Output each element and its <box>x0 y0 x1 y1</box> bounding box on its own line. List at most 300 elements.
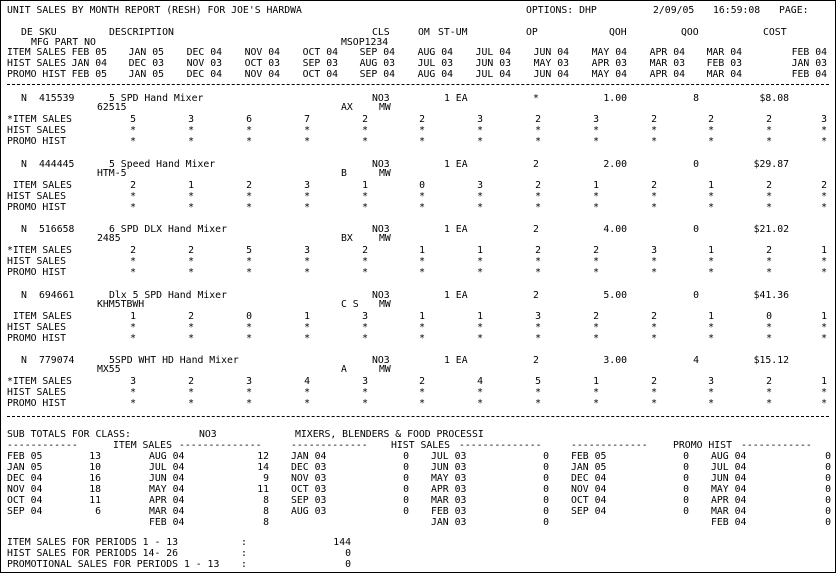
empty-marker: * <box>130 267 136 278</box>
total-hist-sep: : <box>241 548 247 559</box>
item-sales-value: 6 <box>246 114 252 125</box>
month-header: FEB 04 <box>791 69 827 80</box>
subtotal-month: JUN 03 <box>431 462 467 473</box>
empty-marker: * <box>535 256 541 267</box>
item-op: 2 <box>533 289 539 301</box>
month-header: AUG 03 <box>359 58 395 69</box>
empty-marker: * <box>362 387 368 398</box>
subtotal-month: MAR 04 <box>711 506 747 517</box>
empty-marker: * <box>246 387 252 398</box>
empty-marker: * <box>651 267 657 278</box>
empty-marker: * <box>304 201 310 213</box>
empty-marker: * <box>477 190 483 202</box>
subtotal-month: FEB 03 <box>431 506 467 517</box>
month-header: AUG 04 <box>417 47 453 58</box>
item-mfg-part: HTM-5 <box>97 167 127 179</box>
subtotal-value: 18 <box>89 484 101 495</box>
item-row-label: HIST SALES <box>7 125 66 136</box>
options-label: OPTIONS: DHP <box>526 5 597 16</box>
subtotal-value: 0 <box>825 451 831 462</box>
col-msop: MSOP1234 <box>341 37 389 48</box>
subtotal-month: JAN 05 <box>571 462 607 473</box>
item-qoh: 5.00 <box>603 289 627 301</box>
empty-marker: * <box>651 332 657 344</box>
empty-marker: * <box>246 267 252 278</box>
item-sales-value: 2 <box>821 179 827 191</box>
subtotal-value: 0 <box>543 495 549 506</box>
item-sales-value: 2 <box>593 245 599 256</box>
subtotal-month: APR 03 <box>431 484 467 495</box>
subtotal-month: SEP 04 <box>571 506 607 517</box>
empty-marker: * <box>821 398 827 409</box>
empty-marker: * <box>766 387 772 398</box>
empty-marker: * <box>535 267 541 278</box>
subtotal-month: JUN 04 <box>149 473 185 484</box>
month-header: MAR 04 <box>706 69 742 80</box>
subtotal-value: 0 <box>683 506 689 517</box>
subtotal-value: 8 <box>263 495 269 506</box>
empty-marker: * <box>130 321 136 333</box>
subtotal-month: DEC 04 <box>7 473 43 484</box>
month-header: APR 04 <box>649 69 685 80</box>
empty-marker: * <box>304 398 310 409</box>
item-sales-value: 2 <box>535 179 541 191</box>
item-de: N <box>21 93 27 104</box>
subtotal-month: OCT 03 <box>291 484 327 495</box>
month-header: JAN 03 <box>791 58 827 69</box>
subtotal-value: 0 <box>403 473 409 484</box>
item-row-label: *ITEM SALES <box>7 376 72 387</box>
hdr-promo-hist: PROMO HIST <box>7 69 66 80</box>
hist-sales-rule-left: ------------- <box>291 440 368 451</box>
month-header: APR 04 <box>649 47 685 58</box>
subtotal-value: 13 <box>89 451 101 462</box>
empty-marker: * <box>304 190 310 202</box>
empty-marker: * <box>362 398 368 409</box>
item-row-label: ITEM SALES <box>7 310 72 322</box>
item-sales-value: 2 <box>651 376 657 387</box>
month-header: DEC 04 <box>186 69 222 80</box>
empty-marker: * <box>304 136 310 147</box>
total-hist-label: HIST SALES FOR PERIODS 14- 26 <box>7 548 179 559</box>
item-row-label: HIST SALES <box>7 190 66 202</box>
total-item-label: ITEM SALES FOR PERIODS 1 - 13 <box>7 537 179 548</box>
item-row-label: *ITEM SALES <box>7 245 72 256</box>
month-header: JAN 05 <box>128 47 164 58</box>
subtotal-value: 0 <box>403 506 409 517</box>
item-sales-value: 2 <box>651 114 657 125</box>
item-stum: 1 EA <box>444 224 468 235</box>
item-sales-value: 3 <box>130 376 136 387</box>
promo-hist-rule-right: ------------ <box>741 440 812 451</box>
item-sales-value: 3 <box>362 376 368 387</box>
item-sku: 444445 <box>39 158 75 170</box>
item-qoh: 3.00 <box>603 355 627 366</box>
hdr-hist-sales: HIST SALES <box>7 58 66 69</box>
empty-marker: * <box>419 332 425 344</box>
item-cls-code: C S <box>341 298 359 310</box>
empty-marker: * <box>535 398 541 409</box>
subtotal-value: 0 <box>543 506 549 517</box>
item-sales-value: 2 <box>766 376 772 387</box>
subtotal-value: 0 <box>403 495 409 506</box>
empty-marker: * <box>535 136 541 147</box>
item-row-label: HIST SALES <box>7 321 66 333</box>
item-sales-value: 3 <box>593 114 599 125</box>
subtotal-month: OCT 04 <box>571 495 607 506</box>
item-sales-value: 2 <box>419 114 425 125</box>
empty-marker: * <box>766 190 772 202</box>
subtotal-month: JUL 04 <box>149 462 185 473</box>
item-qoh: 2.00 <box>603 158 627 170</box>
hist-sales-rule-right: -------------- <box>459 440 542 451</box>
empty-marker: * <box>246 398 252 409</box>
hdr-item-sales: ITEM SALES <box>7 47 66 58</box>
col-qoh: QOH <box>609 27 627 38</box>
subtotal-value: 8 <box>263 517 269 528</box>
empty-marker: * <box>419 267 425 278</box>
empty-marker: * <box>188 190 194 202</box>
subtotal-month: DEC 03 <box>291 462 327 473</box>
item-sales-value: 2 <box>766 245 772 256</box>
empty-marker: * <box>362 321 368 333</box>
subtotal-value: 0 <box>683 484 689 495</box>
empty-marker: * <box>766 136 772 147</box>
empty-marker: * <box>708 332 714 344</box>
empty-marker: * <box>708 267 714 278</box>
subtotal-month: APR 04 <box>149 495 185 506</box>
month-header: NOV 04 <box>244 69 280 80</box>
item-sales-value: 1 <box>821 310 827 322</box>
subtotal-class-code: NO3 <box>199 429 217 440</box>
month-header: APR 03 <box>591 58 627 69</box>
empty-marker: * <box>593 201 599 213</box>
item-om: MW <box>379 102 391 113</box>
item-sales-value: 1 <box>477 310 483 322</box>
item-description: 5SPD WHT HD Hand Mixer <box>109 355 239 366</box>
empty-marker: * <box>188 201 194 213</box>
item-row-label: PROMO HIST <box>7 267 66 278</box>
empty-marker: * <box>130 136 136 147</box>
empty-marker: * <box>593 256 599 267</box>
subtotal-label: SUB TOTALS FOR CLASS: <box>7 429 131 440</box>
subtotal-value: 16 <box>89 473 101 484</box>
item-op: * <box>533 93 539 104</box>
item-mfg-part: 62515 <box>97 102 127 113</box>
item-op: 2 <box>533 355 539 366</box>
item-qoh: 1.00 <box>603 93 627 104</box>
item-row-label: PROMO HIST <box>7 201 66 213</box>
item-row-label: PROMO HIST <box>7 136 66 147</box>
subtotal-month: NOV 04 <box>571 484 607 495</box>
item-qoo: 0 <box>693 289 699 301</box>
subtotal-month: SEP 03 <box>291 495 327 506</box>
item-cls: NO3 <box>372 158 390 170</box>
item-cls-code: AX <box>341 102 353 113</box>
subtotal-value: 8 <box>263 506 269 517</box>
promo-hist-rule-left: ------------- <box>571 440 648 451</box>
item-sales-value: 2 <box>188 376 194 387</box>
empty-marker: * <box>535 321 541 333</box>
item-description: Dlx 5 SPD Hand Mixer <box>109 289 227 301</box>
item-sales-value: 1 <box>419 245 425 256</box>
empty-marker: * <box>246 332 252 344</box>
col-de: DE <box>21 27 33 38</box>
item-sales-value: 1 <box>708 179 714 191</box>
col-qoo: QOO <box>681 27 699 38</box>
item-stum: 1 EA <box>444 158 468 170</box>
item-sales-value: 7 <box>304 114 310 125</box>
empty-marker: * <box>188 256 194 267</box>
item-de: N <box>21 355 27 366</box>
item-sales-value: 1 <box>130 310 136 322</box>
item-sales-value: 3 <box>651 245 657 256</box>
subtotal-value: 12 <box>257 451 269 462</box>
item-cost: $41.36 <box>753 289 789 301</box>
item-op: 2 <box>533 224 539 235</box>
empty-marker: * <box>188 332 194 344</box>
item-sales-value: 2 <box>593 310 599 322</box>
item-description: 6 SPD DLX Hand Mixer <box>109 224 227 235</box>
item-stum: 1 EA <box>444 289 468 301</box>
subtotal-value: 0 <box>683 473 689 484</box>
empty-marker: * <box>130 398 136 409</box>
item-row-label: *ITEM SALES <box>7 114 72 125</box>
subtotal-month: OCT 04 <box>7 495 43 506</box>
empty-marker: * <box>362 256 368 267</box>
item-qoh: 4.00 <box>603 224 627 235</box>
subtotal-value: 0 <box>543 451 549 462</box>
item-mfg-part: 2485 <box>97 233 121 244</box>
subtotal-month: MAY 04 <box>711 484 747 495</box>
empty-marker: * <box>419 398 425 409</box>
item-sales-value: 1 <box>821 245 827 256</box>
item-sales-value: 1 <box>821 376 827 387</box>
item-qoo: 8 <box>693 93 699 104</box>
month-header: JUN 04 <box>533 69 569 80</box>
empty-marker: * <box>188 398 194 409</box>
item-sales-value: 5 <box>246 245 252 256</box>
empty-marker: * <box>708 125 714 136</box>
item-sales-value: 2 <box>651 179 657 191</box>
item-row-label: HIST SALES <box>7 256 66 267</box>
empty-marker: * <box>304 321 310 333</box>
empty-marker: * <box>651 398 657 409</box>
empty-marker: * <box>304 267 310 278</box>
subtotal-month: JAN 05 <box>7 462 43 473</box>
subtotal-month: AUG 04 <box>149 451 185 462</box>
col-cost: COST <box>763 27 787 38</box>
empty-marker: * <box>477 321 483 333</box>
empty-marker: * <box>362 201 368 213</box>
subtotal-month: AUG 03 <box>291 506 327 517</box>
month-header: OCT 03 <box>244 58 280 69</box>
subtotal-value: 0 <box>825 462 831 473</box>
subtotal-value: 0 <box>825 506 831 517</box>
item-mfg-part: KHM5TBWH <box>97 298 145 310</box>
empty-marker: * <box>246 125 252 136</box>
subtotal-value: 0 <box>683 495 689 506</box>
item-cls-code: BX <box>341 233 353 244</box>
item-sales-value: 2 <box>130 179 136 191</box>
subtotal-month: MAR 03 <box>431 495 467 506</box>
empty-marker: * <box>821 256 827 267</box>
subtotal-month: FEB 05 <box>571 451 607 462</box>
item-sales-rule-left: ------------ <box>7 440 78 451</box>
total-promo-sep: : <box>241 559 247 570</box>
item-sales-value: 4 <box>477 376 483 387</box>
month-header: MAY 04 <box>591 69 627 80</box>
empty-marker: * <box>766 398 772 409</box>
item-sales-value: 3 <box>304 179 310 191</box>
month-header: MAR 04 <box>706 47 742 58</box>
item-description: 5 Speed Hand Mixer <box>109 158 216 170</box>
month-header: AUG 04 <box>417 69 453 80</box>
item-sales-value: 3 <box>821 114 827 125</box>
empty-marker: * <box>477 256 483 267</box>
empty-marker: * <box>821 190 827 202</box>
total-hist-value: 0 <box>345 548 351 559</box>
item-row-label: HIST SALES <box>7 387 66 398</box>
item-mfg-part: MX55 <box>97 364 121 375</box>
item-sku: 415539 <box>39 93 75 104</box>
empty-marker: * <box>593 387 599 398</box>
empty-marker: * <box>477 332 483 344</box>
empty-marker: * <box>821 387 827 398</box>
month-header: FEB 04 <box>791 47 827 58</box>
item-sales-value: 1 <box>593 376 599 387</box>
col-sku: SKU <box>39 27 57 38</box>
month-header: JUL 04 <box>475 69 511 80</box>
subtotal-value: 0 <box>683 462 689 473</box>
subtotal-value: 0 <box>825 517 831 528</box>
empty-marker: * <box>246 256 252 267</box>
item-stum: 1 EA <box>444 93 468 104</box>
month-header: MAR 03 <box>649 58 685 69</box>
item-om: MW <box>379 233 391 244</box>
subtotal-month: MAY 04 <box>149 484 185 495</box>
empty-marker: * <box>821 136 827 147</box>
subtotal-month: MAY 03 <box>431 473 467 484</box>
item-sales-value: 3 <box>477 114 483 125</box>
empty-marker: * <box>535 332 541 344</box>
empty-marker: * <box>304 125 310 136</box>
empty-marker: * <box>362 136 368 147</box>
empty-marker: * <box>362 267 368 278</box>
empty-marker: * <box>535 125 541 136</box>
item-sku: 694661 <box>39 289 75 301</box>
report-time: 16:59:08 <box>713 5 761 16</box>
item-sales-value: 2 <box>419 376 425 387</box>
item-qoo: 0 <box>693 158 699 170</box>
item-om: MW <box>379 167 391 179</box>
item-om: MW <box>379 364 391 375</box>
empty-marker: * <box>708 256 714 267</box>
empty-marker: * <box>593 398 599 409</box>
item-cls: NO3 <box>372 93 390 104</box>
subtotal-month: JAN 04 <box>291 451 327 462</box>
page-label: PAGE: <box>779 5 809 16</box>
empty-marker: * <box>651 136 657 147</box>
empty-marker: * <box>246 201 252 213</box>
total-promo-value: 0 <box>345 559 351 570</box>
empty-marker: * <box>708 190 714 202</box>
item-sales-value: 1 <box>188 179 194 191</box>
item-sales-value: 3 <box>362 310 368 322</box>
empty-marker: * <box>419 201 425 213</box>
subtotal-month: JUL 03 <box>431 451 467 462</box>
month-header: FEB 05 <box>71 47 107 58</box>
empty-marker: * <box>766 125 772 136</box>
item-sales-value: 3 <box>708 376 714 387</box>
subtotal-value: 11 <box>257 484 269 495</box>
empty-marker: * <box>651 201 657 213</box>
empty-marker: * <box>593 190 599 202</box>
empty-marker: * <box>304 332 310 344</box>
empty-marker: * <box>651 387 657 398</box>
subtotal-month: JUL 04 <box>711 462 747 473</box>
item-stum: 1 EA <box>444 355 468 366</box>
item-sales-value: 1 <box>593 179 599 191</box>
subtotal-month: JUN 04 <box>711 473 747 484</box>
empty-marker: * <box>535 387 541 398</box>
col-mfg-part-no: MFG PART NO <box>31 37 96 48</box>
item-sales-value: 3 <box>535 310 541 322</box>
month-header: JUL 04 <box>475 47 511 58</box>
item-sales-value: 2 <box>362 245 368 256</box>
col-stum: ST-UM <box>438 27 468 38</box>
item-sales-value: 1 <box>708 245 714 256</box>
item-sales-value: 2 <box>130 245 136 256</box>
item-row-label: PROMO HIST <box>7 398 66 409</box>
empty-marker: * <box>821 321 827 333</box>
subtotal-value: 9 <box>263 473 269 484</box>
subtotal-month: DEC 04 <box>571 473 607 484</box>
item-cls: NO3 <box>372 355 390 366</box>
empty-marker: * <box>419 136 425 147</box>
empty-marker: * <box>708 321 714 333</box>
item-sales-value: 3 <box>246 376 252 387</box>
month-header: NOV 04 <box>244 47 280 58</box>
total-promo-label: PROMOTIONAL SALES FOR PERIODS 1 - 13 <box>7 559 220 570</box>
empty-marker: * <box>362 190 368 202</box>
item-sales-value: 1 <box>708 310 714 322</box>
empty-marker: * <box>821 125 827 136</box>
empty-marker: * <box>651 256 657 267</box>
item-sku: 779074 <box>39 355 75 366</box>
subtotal-value: 0 <box>403 484 409 495</box>
subtotal-month: NOV 04 <box>7 484 43 495</box>
item-sales-value: 5 <box>130 114 136 125</box>
empty-marker: * <box>246 136 252 147</box>
month-header: SEP 03 <box>302 58 338 69</box>
empty-marker: * <box>477 398 483 409</box>
empty-marker: * <box>766 267 772 278</box>
empty-marker: * <box>535 201 541 213</box>
item-cost: $8.08 <box>759 93 789 104</box>
month-header: JAN 05 <box>128 69 164 80</box>
empty-marker: * <box>130 190 136 202</box>
empty-marker: * <box>419 190 425 202</box>
empty-marker: * <box>419 387 425 398</box>
item-sales-value: 3 <box>304 245 310 256</box>
item-de: N <box>21 158 27 170</box>
empty-marker: * <box>419 125 425 136</box>
item-cost: $15.12 <box>753 355 789 366</box>
empty-marker: * <box>419 321 425 333</box>
item-sales-value: 2 <box>651 310 657 322</box>
subtotal-value: 14 <box>257 462 269 473</box>
